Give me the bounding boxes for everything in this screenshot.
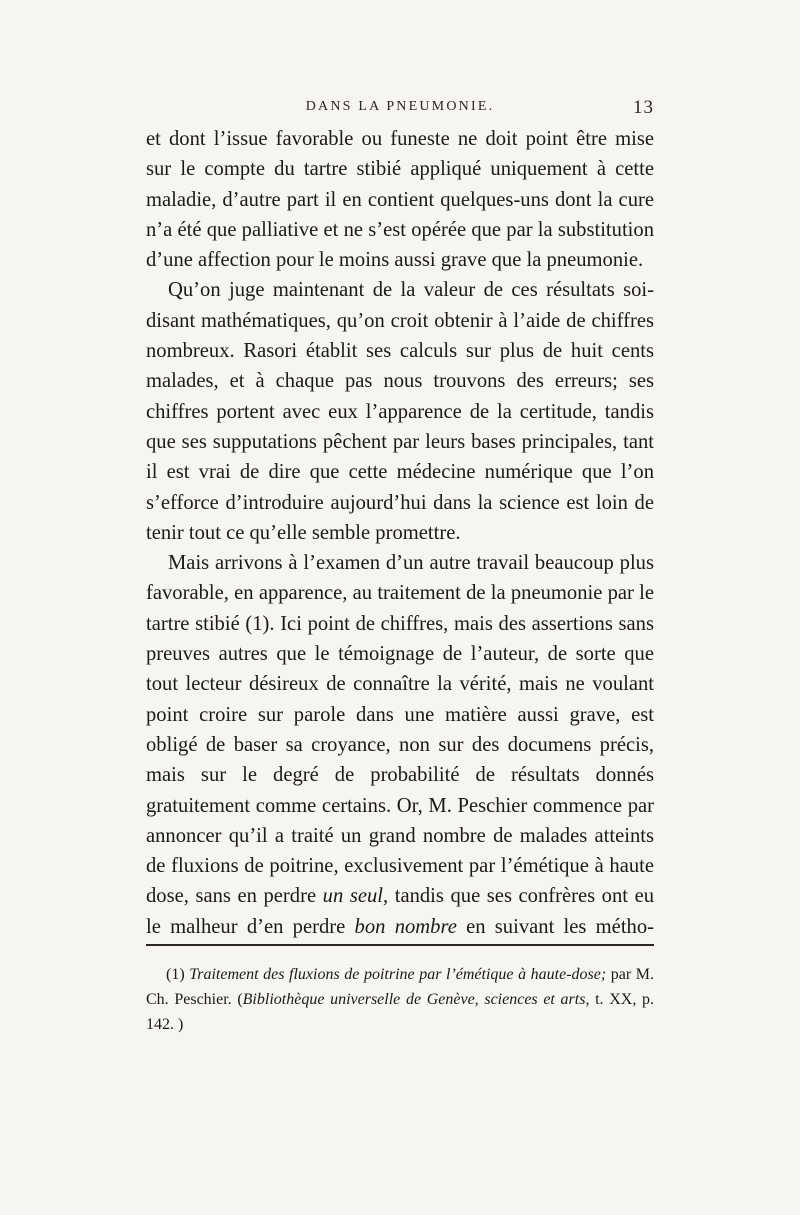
paragraph-3-part-1: Mais arrivons à l’examen d’un autre travail beaucoup plus favorable, en apparence, au traitement de la pneumonie par le tartre stibié (1). Ici point de chiffres, mais des assertions sans preuves autres que le témoignage de l’auteur, de sorte que tout lecteur désireux de connaître la vérité, mais ne voulant point croire sur parole dans une matière aussi grave, est obligé de baser sa croyance, non sur des documens précis, mais sur le degré de probabilité de résultats donnés gratuitement comme certains. Or, M. Peschier commence par annoncer qu’il a traité un grand nombre de malades atteints de fluxions de poitrine, exclusivement par l’émétique à haute dose, sans en perdre: [146, 552, 654, 908]
running-title: DANS LA PNEUMONIE.: [305, 99, 495, 114]
page-number: 13: [633, 97, 654, 118]
footnote-title: Traitement des fluxions de poitrine par l’émétique à haute-dose;: [189, 966, 607, 983]
body-text: [146, 124, 654, 942]
footnote-marker: (1): [166, 966, 185, 983]
paragraph-3: [146, 548, 654, 942]
paragraph-1: et dont l’issue favorable ou funeste ne doit point être mise sur le compte du tartre stibié appliqué uniquement à cette maladie, d’autre part il en contient quelques-uns dont la cure n’a été que palliative et ne s’est opérée que par la substitution d’une affection pour le moins aussi grave que la pneumonie.: [146, 128, 654, 272]
paragraph-3-italic-1: un seul: [322, 885, 384, 908]
footnote-source: Bibliothèque universelle de Genève, sciences et arts: [242, 991, 586, 1008]
footnote-author: par M. Ch. Peschier. (: [146, 966, 655, 1008]
footnote-rule: [146, 944, 654, 946]
footnote-tail: , t. XX, p. 142. ): [146, 991, 654, 1033]
paragraph-3-part-3: en suivant les métho-: [466, 915, 654, 938]
running-head: [146, 99, 654, 123]
paragraph-3-part-2: , tandis que ses confrères ont eu le malheur d’en perdre: [146, 885, 655, 938]
paragraph-2: Qu’on juge maintenant de la valeur de ces résultats soi-disant mathématiques, qu’on croit obtenir à l’aide de chiffres nombreux. Rasori établit ses calculs sur plus de huit cents malades, et à chaque pas nous trouvons des erreurs; ses chiffres portent avec eux l’apparence de la certitude, tandis que ses supputations pêchent par leurs bases principales, tant il est vrai de dire que cette médecine numérique que l’on s’efforce d’introduire aujourd’hui dans la science est loin de tenir tout ce qu’elle semble promettre.: [146, 279, 654, 544]
paragraph-3-italic-2: bon nombre: [354, 915, 457, 938]
footnote: [146, 962, 654, 1037]
